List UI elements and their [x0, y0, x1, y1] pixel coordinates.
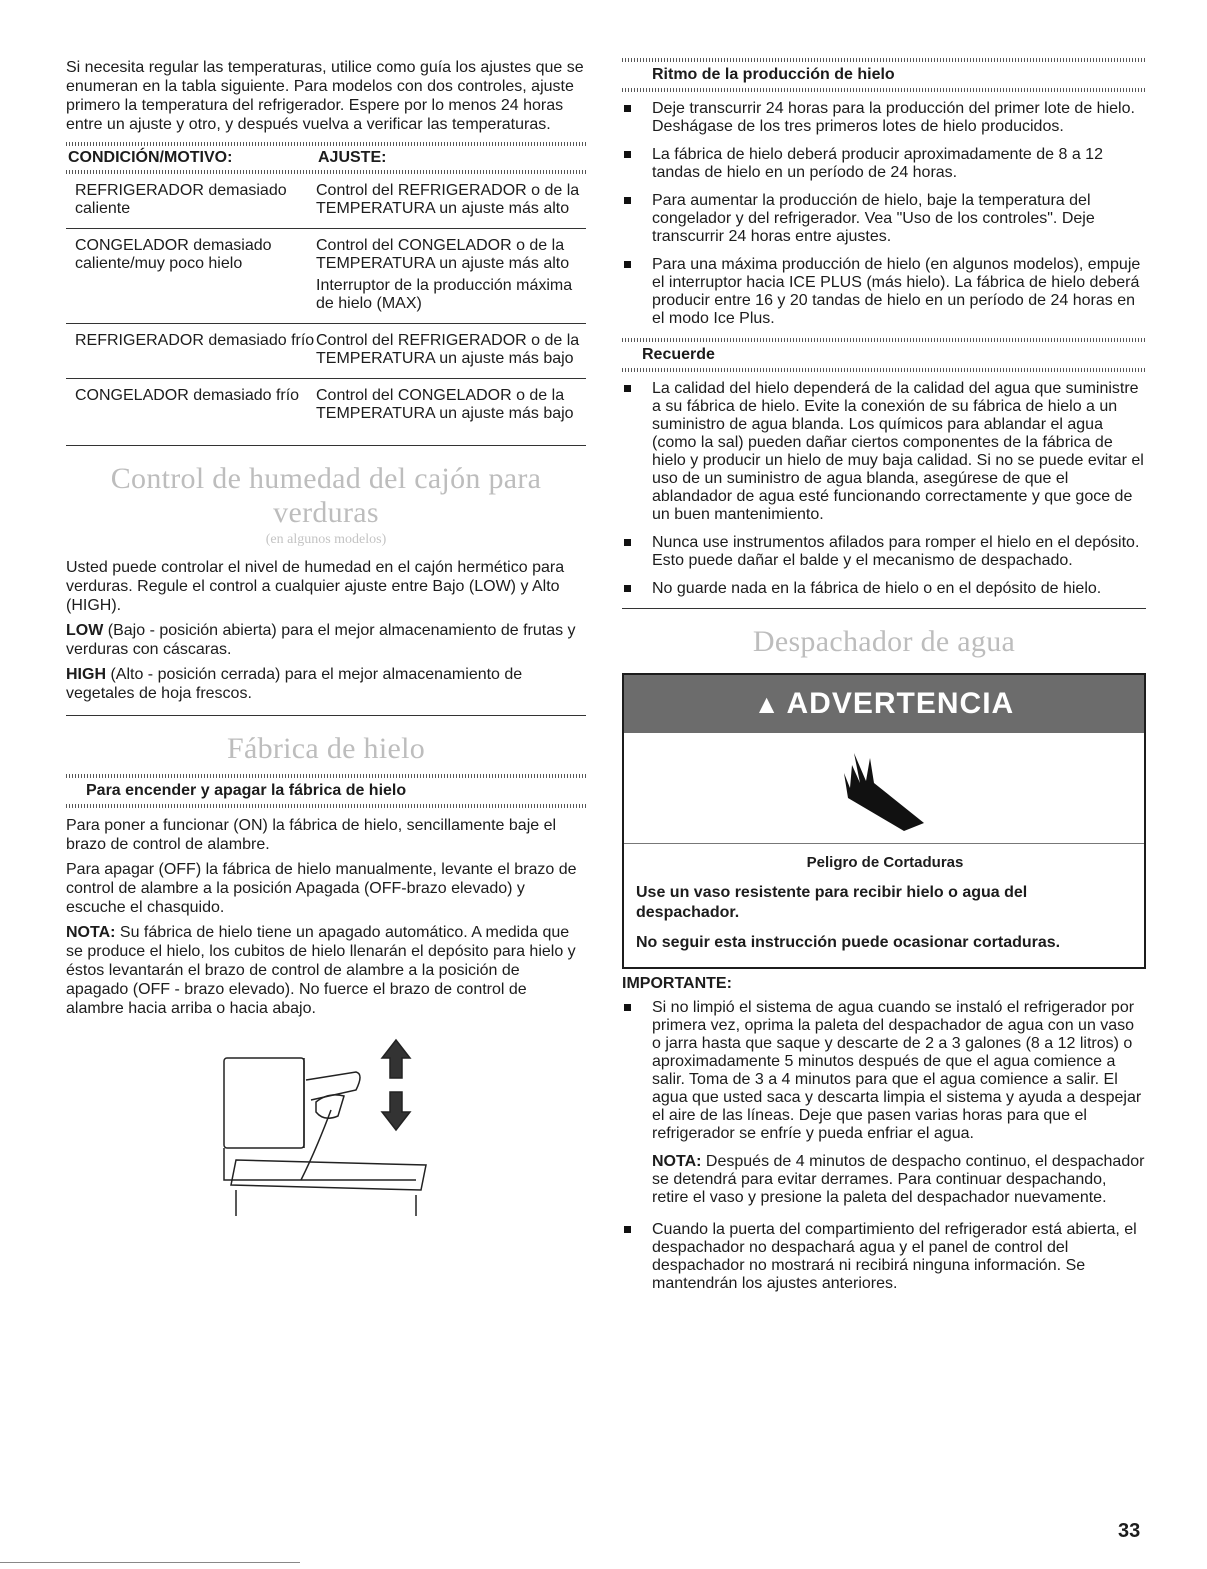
condition-cell: REFRIGERADOR demasiado frío: [75, 332, 315, 349]
warning-title: Peligro de Cortaduras: [806, 854, 964, 871]
table-row: [66, 379, 586, 446]
icemaker-title: Fábrica de hielo: [226, 732, 426, 765]
icemaker-illustration: [216, 1030, 446, 1220]
list-item: Nunca use instrumentos afilados para romper el hielo en el depósito. Esto puede dañar el balde y el mecanismo de despachado.: [622, 534, 1146, 570]
list-item: Deje transcurrir 24 horas para la producción del primer lote de hielo. Deshágase de los tres primeros lotes de hielo producidos.: [622, 100, 1146, 136]
right-column: [622, 58, 1146, 1303]
table-row: [66, 229, 586, 324]
icemaker-nota: [66, 923, 586, 1018]
header-condition: CONDICIÓN/MOTIVO:: [68, 149, 233, 166]
adjust-text: Interruptor de la producción máxima de hielo (MAX): [316, 277, 573, 312]
crisper-low: [66, 621, 586, 659]
low-text: (Bajo - posición abierta) para el mejor almacenamiento de frutas y verduras con cáscaras.: [66, 622, 576, 658]
warning-p2: No seguir esta instrucción puede ocasionar cortaduras.: [636, 934, 1061, 951]
list-item: Para una máxima producción de hielo (en algunos modelos), empuje el interruptor hacia ICE PLUS (más hielo). La fábrica de hielo deberá producir entre 16 y 20 tandas de hielo en un período de 24 horas en el modo Ice Plus.: [622, 256, 1146, 328]
list-item: No guarde nada en la fábrica de hielo o en el depósito de hielo.: [622, 580, 1146, 598]
importante-label: IMPORTANTE:: [622, 975, 732, 992]
recuerde-list: [622, 380, 1146, 598]
condition-cell: CONGELADOR demasiado caliente/muy poco hielo: [75, 237, 272, 272]
high-text: (Alto - posición cerrada) para el mejor almacenamiento de vegetales de hoja frescos.: [66, 666, 523, 702]
list-item: Cuando la puerta del compartimiento del refrigerador está abierta, el despachador no despachará agua y el panel de control del despachador no mostrará ni recibirá ninguna información. Se mantendrán los ajustes anteriores.: [622, 1221, 1146, 1293]
adjust-text: Control del CONGELADOR o de la TEMPERATURA un ajuste más bajo: [316, 387, 574, 422]
table-row: [66, 174, 586, 229]
adjust-cell: [316, 387, 586, 423]
intro-paragraph: Si necesita regular las temperaturas, utilice como guía los ajustes que se enumeran en la tabla siguiente. Para modelos con dos controles, ajuste primero la temperatura del refrigerador. Espere por lo menos 24 horas entre un ajuste y otro, y después vuelva a verificar las temperaturas.: [66, 59, 584, 133]
nota-keyword: NOTA:: [652, 1153, 702, 1170]
condition-cell: CONGELADOR demasiado frío: [75, 387, 300, 404]
icemaker-subhead: Para encender y apagar la fábrica de hielo: [86, 782, 407, 799]
list-item: Si no limpió el sistema de agua cuando se instaló el refrigerador por primera vez, oprima la paleta del despachador de agua con un vaso o jarra hasta que saque y descarte de 2 a 3 galones (8 a 12 litros) o aproximadamente 5 minutos después de que el agua comience a salir. Toma de 3 a 4 minutos para que el agua comience a salir. El agua que usted saca y descarta limpia el sistema y ayuda a despejar el aire de las líneas. Deje que pasen varias horas para que el refrigerador se enfríe y pueda enfriar el agua.: [622, 999, 1146, 1143]
low-keyword: LOW: [66, 622, 104, 639]
nota-text: Después de 4 minutos de despacho continuo, el despachador se detendrá para evitar derrames. Para continuar despachando, retire el vaso y presione la paleta del despachador nuevamente.: [652, 1153, 1145, 1206]
divider: [622, 608, 1146, 609]
warning-header: [624, 675, 1144, 733]
cut-hazard-icon: [624, 733, 1144, 844]
high-keyword: HIGH: [66, 666, 106, 683]
dispenser-nota: [622, 1153, 1146, 1207]
list-item: La fábrica de hielo deberá producir aproximadamente de 8 a 12 tandas de hielo en un período de 24 horas.: [622, 146, 1146, 182]
ritmo-list: [622, 100, 1146, 328]
adjust-cell: [316, 332, 586, 368]
divider: [66, 715, 586, 716]
crisper-title: Control de humedad del cajón para verduras: [110, 462, 542, 529]
page-number: 33: [1118, 1520, 1141, 1542]
header-adjust: AJUSTE:: [318, 149, 387, 166]
warning-header-text: ADVERTENCIA: [786, 687, 1015, 720]
table-row: [66, 324, 586, 379]
adjust-cell: [316, 237, 586, 313]
divider: [622, 368, 1146, 372]
icemaker-p1: Para poner a funcionar (ON) la fábrica de hielo, sencillamente baje el brazo de control de alambre.: [66, 817, 557, 853]
crisper-high: [66, 665, 586, 703]
hand-cut-icon: [834, 743, 934, 833]
crisper-subtitle: (en algunos modelos): [265, 532, 387, 547]
left-column: [66, 58, 586, 1220]
adjust-text: Control del REFRIGERADOR o de la TEMPERATURA un ajuste más alto: [316, 182, 580, 217]
warning-p1: Use un vaso resistente para recibir hielo o agua del despachador.: [636, 884, 1028, 921]
adjust-text: Control del REFRIGERADOR o de la TEMPERATURA un ajuste más bajo: [316, 332, 580, 367]
nota-text: Su fábrica de hielo tiene un apagado automático. A medida que se produce el hielo, los cubitos de hielo llenarán el depósito para hielo y éstos levantarán el brazo de control de alambre a la posición de apagado (OFF - brazo elevado). No fuerce el brazo de control de alambre hacia arriba o hacia abajo.: [66, 924, 576, 1017]
table-header: [66, 146, 586, 170]
crisper-text: Usted puede controlar el nivel de humedad en el cajón hermético para verduras. Regule el control a cualquier ajuste entre Bajo (LOW) y Alto (HIGH).: [66, 559, 565, 614]
dispenser-title: Despachador de agua: [752, 625, 1016, 658]
condition-cell: REFRIGERADOR demasiado caliente: [75, 182, 287, 217]
warning-triangle-icon: ▲: [753, 688, 781, 719]
nota-keyword: NOTA:: [66, 924, 116, 941]
divider: [66, 804, 586, 808]
adjust-cell: [316, 182, 586, 218]
warning-box: [622, 673, 1146, 969]
dispenser-list-2: [622, 1221, 1146, 1293]
divider: [622, 88, 1146, 92]
recuerde-subhead: Recuerde: [642, 346, 715, 363]
icemaker-p2: Para apagar (OFF) la fábrica de hielo manualmente, levante el brazo de control de alambre a la posición Apagada (OFF-brazo elevado) y escuche el chasquido.: [66, 861, 577, 916]
list-item: Para aumentar la producción de hielo, baje la temperatura del congelador y del refrigerador. Vea "Uso de los controles". Deje transcurrir 24 horas entre ajustes.: [622, 192, 1146, 246]
adjust-text: Control del CONGELADOR o de la TEMPERATURA un ajuste más alto: [316, 237, 570, 272]
warning-text: [624, 844, 1144, 967]
footer-rule: [0, 1562, 300, 1563]
dispenser-list: [622, 999, 1146, 1143]
list-item: La calidad del hielo dependerá de la calidad del agua que suministre a su fábrica de hielo. Evite la conexión de su fábrica de hielo a un suministro de agua blanda. Los químicos para ablandar el agua (como la sal) pueden dañar ciertos componentes de la fábrica de hielo y producir un hielo de muy baja calidad. Si no se puede evitar el uso de un suministro de agua blanda, asegúrese de que el ablandador de agua esté funcionando correctamente y que goce de un buen mantenimiento.: [622, 380, 1146, 524]
ritmo-subhead: Ritmo de la producción de hielo: [652, 66, 895, 83]
